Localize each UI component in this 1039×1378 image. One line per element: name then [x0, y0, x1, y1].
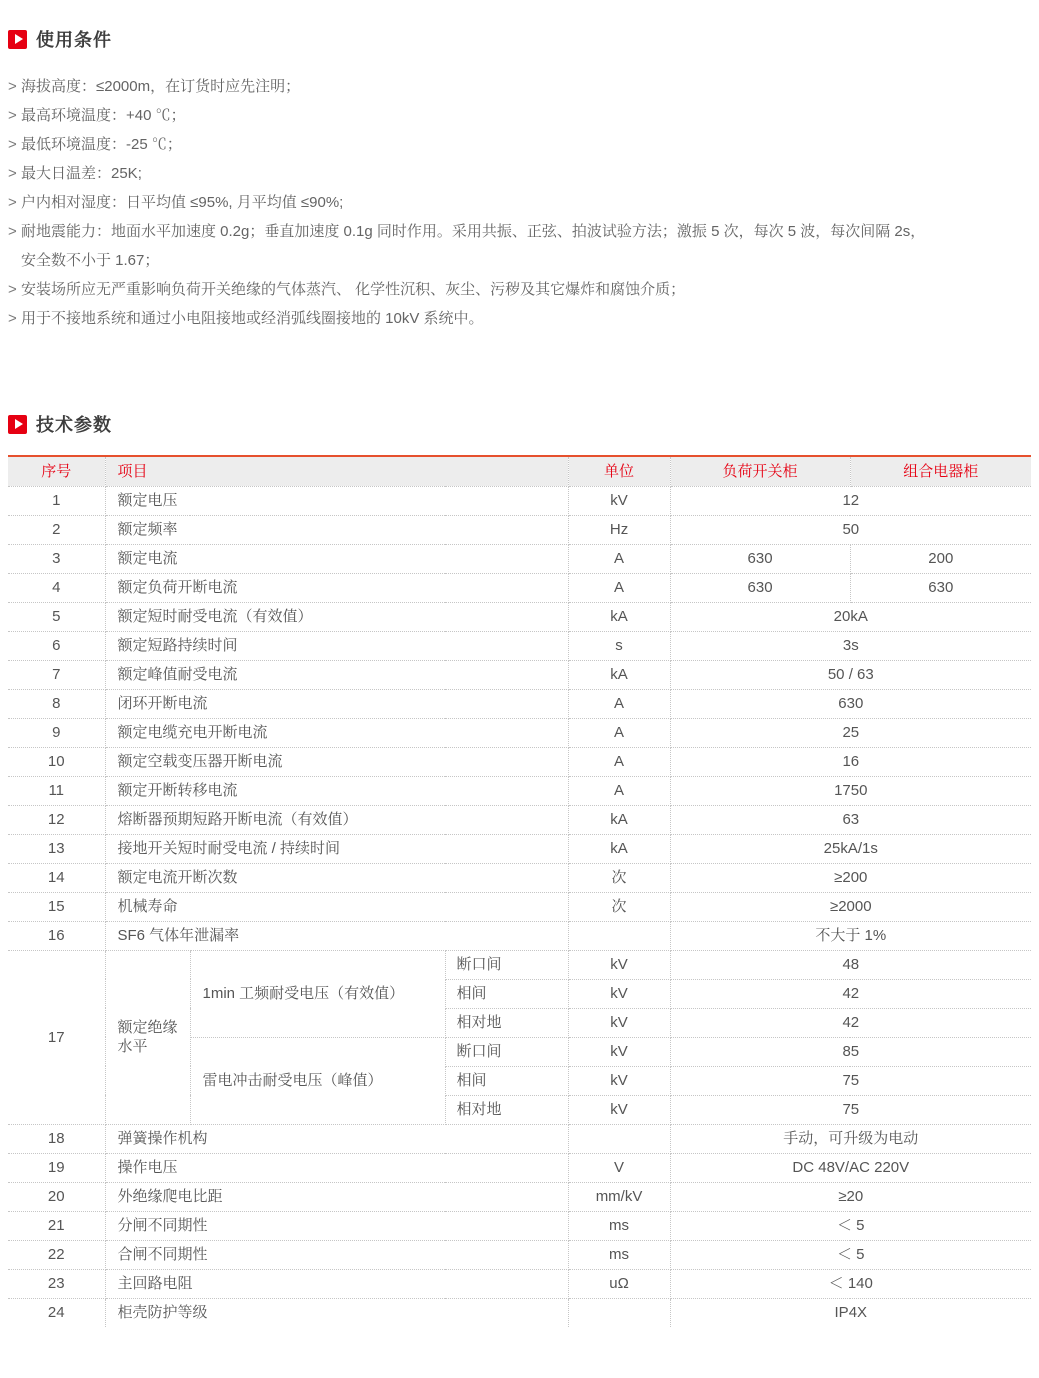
table-row: 4 额定负荷开断电流 A 630 630	[8, 573, 1031, 602]
col-header-item: 项目	[105, 457, 568, 486]
table-row: 12 熔断器预期短路开断电流（有效值） kA 63	[8, 805, 1031, 834]
table-row: 6 额定短路持续时间 s 3s	[8, 631, 1031, 660]
table-row-insulation: 相间 kV 75	[8, 1066, 1031, 1095]
list-item: > 最高环境温度：+40 ℃；	[8, 101, 1031, 130]
power-frequency-label: 1min 工频耐受电压（有效值）	[190, 950, 445, 1037]
table-row: 14 额定电流开断次数 次 ≥200	[8, 863, 1031, 892]
list-item: > 耐地震能力：地面水平加速度 0.2g；垂直加速度 0.1g 同时作用。采用共振、正弦、拍波试验方法；激振 5 次，每次 5 波，每次间隔 2s，	[8, 217, 1031, 246]
list-item: > 海拔高度：≤2000m，在订货时应先注明；	[8, 72, 1031, 101]
table-row-insulation: 相间 kV 42	[8, 979, 1031, 1008]
bullet-marker: >	[8, 78, 17, 95]
table-row: 2 额定频率 Hz 50	[8, 515, 1031, 544]
bullet-marker: >	[8, 310, 17, 327]
list-item: > 最大日温差：25K;	[8, 159, 1031, 188]
col-header-no: 序号	[8, 457, 105, 486]
table-row: 7 额定峰值耐受电流 kA 50 / 63	[8, 660, 1031, 689]
bullet-marker: >	[8, 223, 17, 240]
list-item: > 用于不接地系统和通过小电阻接地或经消弧线圈接地的 10kV 系统中。	[8, 304, 1031, 333]
table-row: 5 额定短时耐受电流（有效值） kA 20kA	[8, 602, 1031, 631]
bullet-marker: >	[8, 194, 17, 211]
table-row: 23 主回路电阻 uΩ ＜ 140	[8, 1269, 1031, 1298]
lightning-impulse-label: 雷电冲击耐受电压（峰值）	[190, 1037, 445, 1124]
table-row-insulation: 相对地 kV 42	[8, 1008, 1031, 1037]
spec-table-wrapper	[8, 455, 1031, 1327]
section-title-usage: 使用条件	[36, 30, 112, 50]
play-icon	[8, 415, 27, 434]
bullet-marker: >	[8, 281, 17, 298]
table-row: 11 额定开断转移电流 A 1750	[8, 776, 1031, 805]
table-row: 9 额定电缆充电开断电流 A 25	[8, 718, 1031, 747]
table-row-insulation: 相对地 kV 75	[8, 1095, 1031, 1124]
table-row: 10 额定空载变压器开断电流 A 16	[8, 747, 1031, 776]
bullet-marker: >	[8, 107, 17, 124]
section-gap	[8, 333, 1031, 413]
table-row: 3 额定电流 A 630 200	[8, 544, 1031, 573]
table-header-row	[8, 457, 1031, 486]
col-header-load-switch: 负荷开关柜	[670, 457, 850, 486]
table-row: 1 额定电压 kV 12	[8, 486, 1031, 515]
list-item-continuation: 安全数不小于 1.67；	[8, 246, 1031, 275]
usage-conditions-list	[8, 72, 1031, 333]
col-header-combined: 组合电器柜	[850, 457, 1031, 486]
bullet-marker: >	[8, 165, 17, 182]
table-row-insulation: 雷电冲击耐受电压（峰值） 断口间 kV 85	[8, 1037, 1031, 1066]
list-item: > 户内相对湿度：日平均值 ≤95%, 月平均值 ≤90%;	[8, 188, 1031, 217]
table-row: 13 接地开关短时耐受电流 / 持续时间 kA 25kA/1s	[8, 834, 1031, 863]
list-item: > 最低环境温度：-25 ℃；	[8, 130, 1031, 159]
list-item: > 安装场所应无严重影响负荷开关绝缘的气体蒸汽、 化学性沉积、灰尘、污秽及其它爆炸和腐蚀介质；	[8, 275, 1031, 304]
table-row: 16 SF6 气体年泄漏率 不大于 1%	[8, 921, 1031, 950]
table-row: 8 闭环开断电流 A 630	[8, 689, 1031, 718]
insulation-level-label: 额定绝缘水平	[105, 950, 190, 1124]
table-row: 18 弹簧操作机构 手动，可升级为电动	[8, 1124, 1031, 1153]
technical-parameters-header	[8, 413, 1031, 435]
table-row: 21 分闸不同期性 ms ＜ 5	[8, 1211, 1031, 1240]
table-row: 22 合闸不同期性 ms ＜ 5	[8, 1240, 1031, 1269]
table-row-insulation: 17 额定绝缘水平 1min 工频耐受电压（有效值） 断口间 kV 48	[8, 950, 1031, 979]
usage-conditions-header	[8, 28, 1031, 50]
table-row: 15 机械寿命 次 ≥2000	[8, 892, 1031, 921]
bullet-marker: >	[8, 136, 17, 153]
section-title-params: 技术参数	[36, 415, 112, 435]
table-row: 19 操作电压 V DC 48V/AC 220V	[8, 1153, 1031, 1182]
spec-table	[8, 457, 1031, 1327]
table-row: 20 外绝缘爬电比距 mm/kV ≥20	[8, 1182, 1031, 1211]
play-icon	[8, 30, 27, 49]
bullet-marker	[8, 246, 21, 275]
table-row: 24 柜壳防护等级 IP4X	[8, 1298, 1031, 1327]
col-header-unit: 单位	[568, 457, 670, 486]
